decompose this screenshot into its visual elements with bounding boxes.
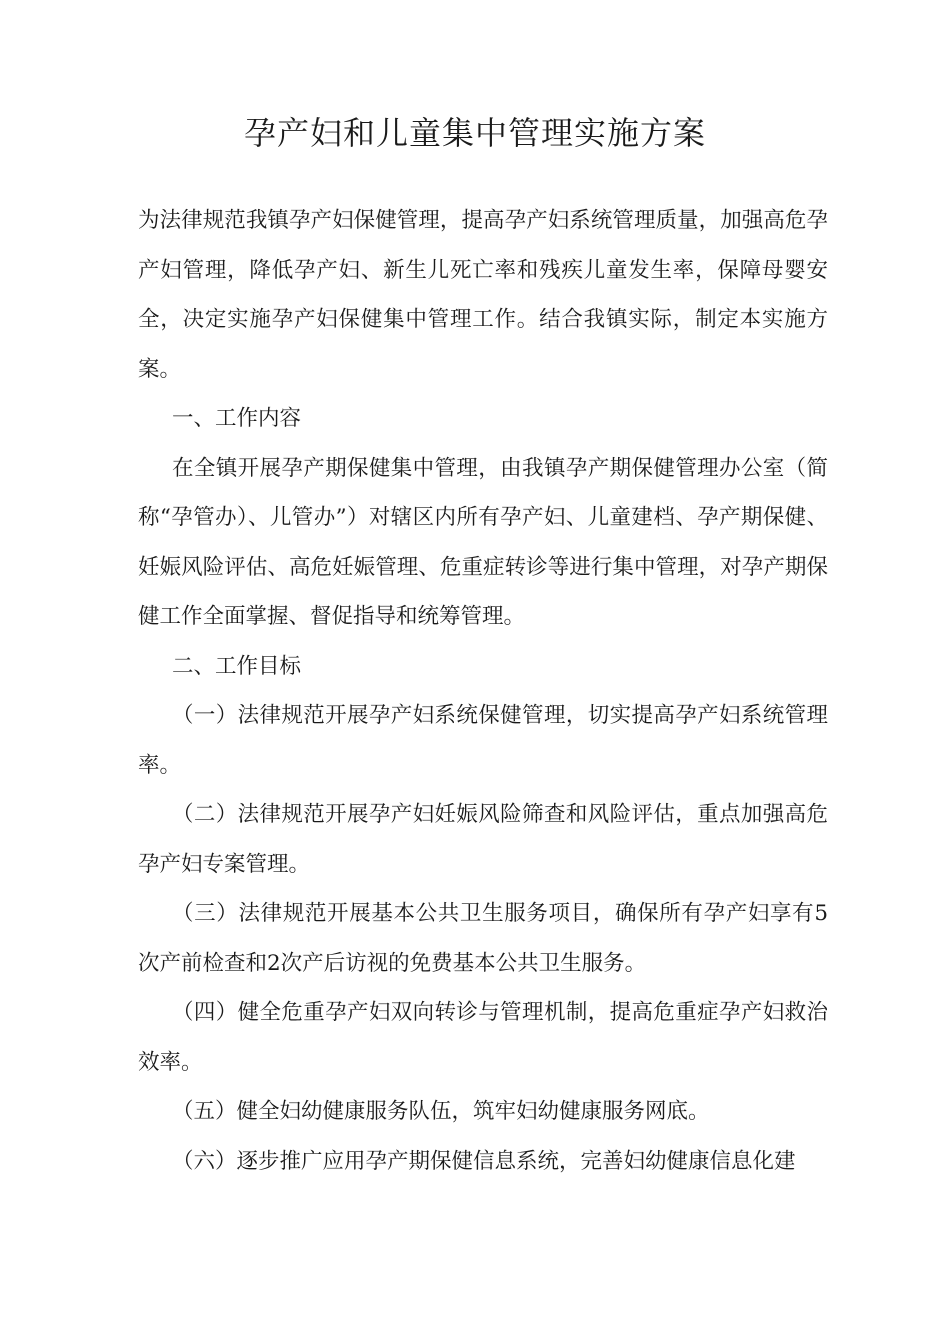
goal-item-2: （二）法律规范开展孕产妇妊娠风险筛查和风险评估，重点加强高危孕产妇专案管理。 <box>138 802 828 877</box>
paragraph-work-content: 在全镇开展孕产期保健集中管理，由我镇孕产期保健管理办公室（简称“孕管办）、儿管办”）对辖区内所有孕产妇、儿童建档、孕产期保健、妊娠风险评估、高危妊娠管理、危重症转诊等进行集中管理，对孕产期保健工作全面掌握、督促指导和统筹管理。 <box>138 455 828 629</box>
goal-item-6: （六）逐步推广应用孕产期保健信息系统，完善妇幼健康信息化建 <box>172 1148 796 1174</box>
goal-item-4: （四）健全危重孕产妇双向转诊与管理机制，提高危重症孕产妇救治效率。 <box>138 1000 828 1075</box>
goal-item-5: （五）健全妇幼健康服务队伍，筑牢妇幼健康服务网底。 <box>172 1099 710 1124</box>
section-heading-work-goals: 二、工作目标 <box>172 653 302 679</box>
section-heading-work-content: 一、工作内容 <box>172 406 302 431</box>
document-body <box>138 196 828 1186</box>
document-title: 孕产妇和儿童集中管理实施方案 <box>243 114 706 152</box>
goal-item-1: （一）法律规范开展孕产妇系统保健管理，切实提高孕产妇系统管理率。 <box>138 703 828 778</box>
paragraph-intro: 为法律规范我镇孕产妇保健管理，提高孕产妇系统管理质量，加强高危孕产妇管理，降低孕产妇、新生儿死亡率和残疾儿童发生率，保障母婴安全，决定实施孕产妇保健集中管理工作。结合我镇实际，制定本实施方案。 <box>138 208 828 382</box>
goal-item-3: （三）法律规范开展基本公共卫生服务项目，确保所有孕产妇享有5次产前检查和2次产后访视的免费基本公共卫生服务。 <box>138 901 828 976</box>
